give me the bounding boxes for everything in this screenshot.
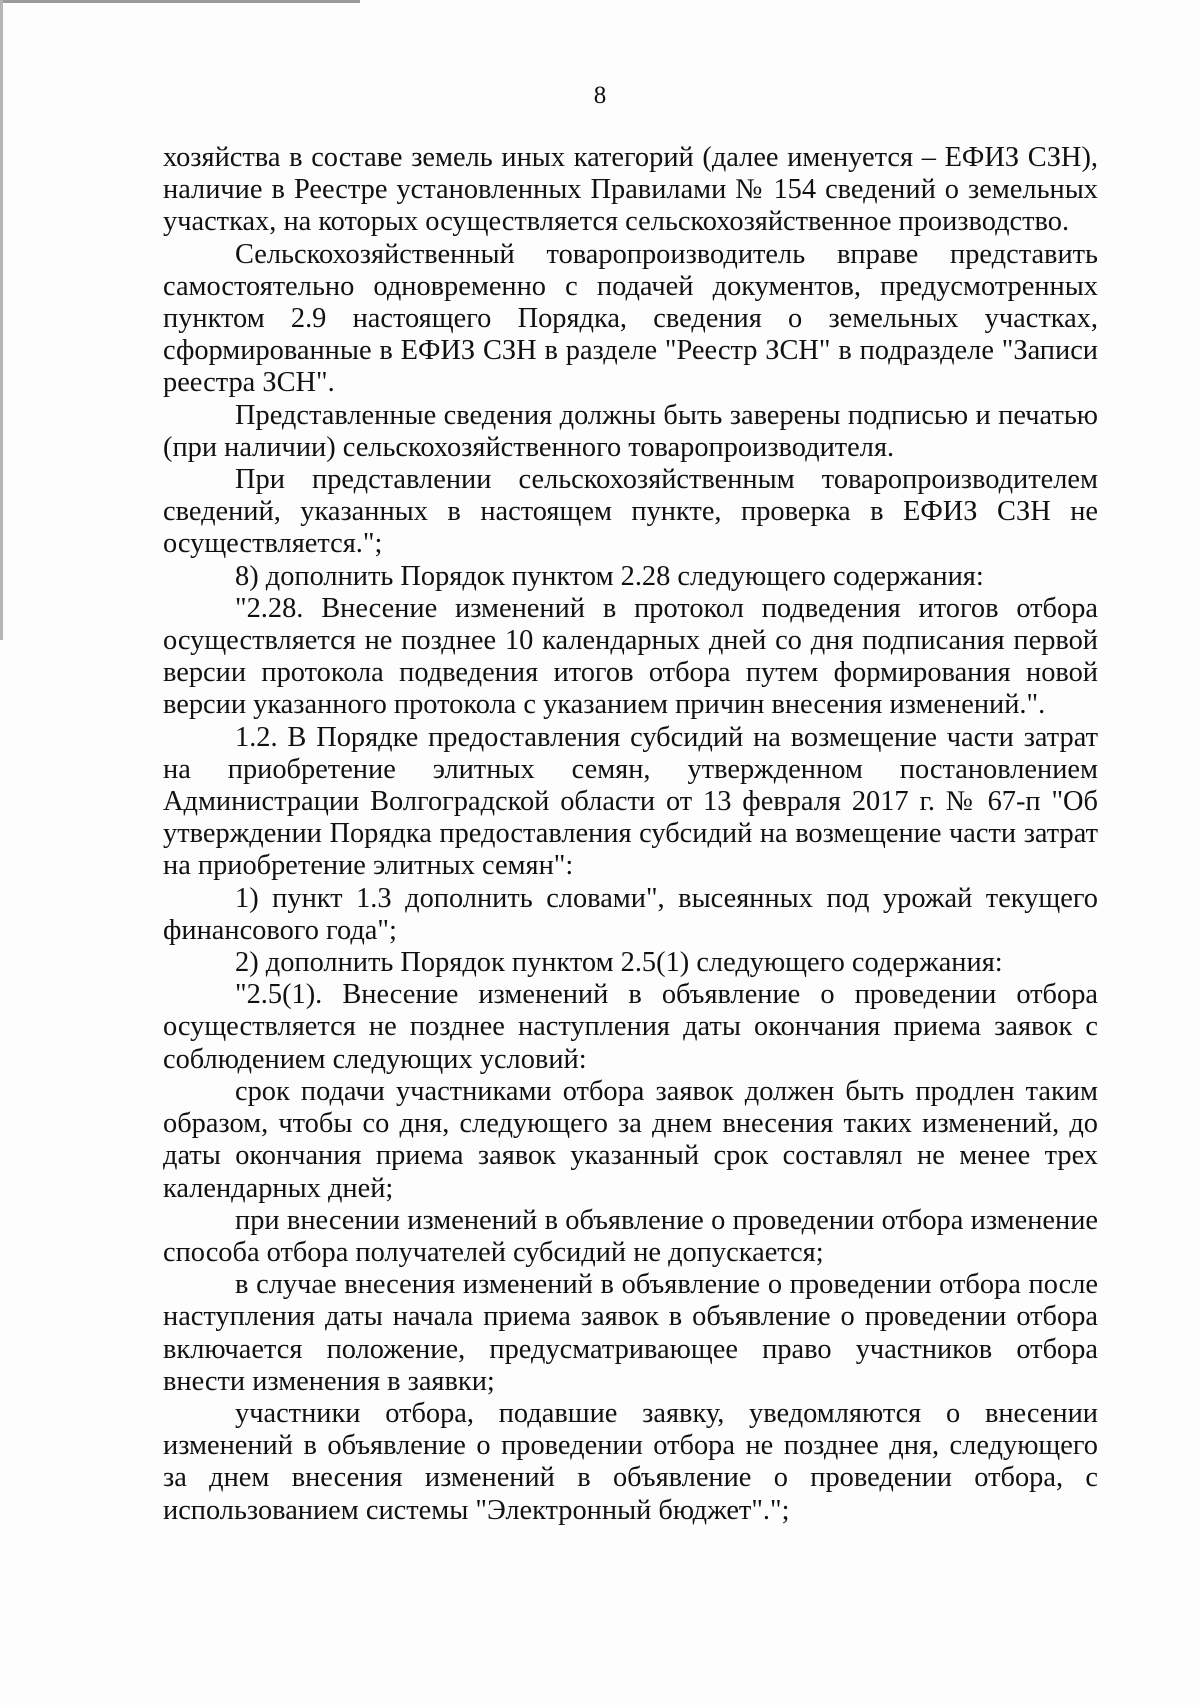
paragraph: 2) дополнить Порядок пунктом 2.5(1) следующего содержания: bbox=[235, 947, 1003, 979]
paragraph-continuation: хозяйства в составе земель иных категорий (далее именуется – ЕФИЗ СЗН), наличие в Реестре установленных Правилами № 154 сведений о земельных участках, на которых осуществляется сельскохозяйственное производство. bbox=[163, 142, 1098, 238]
paragraph: При представлении сельскохозяйственным товаропроизводителем сведений, указанных в настоящем пункте, проверка в ЕФИЗ СЗН не осуществляется."; bbox=[163, 464, 1098, 560]
paragraph: срок подачи участниками отбора заявок должен быть продлен таким образом, чтобы со дня, следующего за днем внесения таких изменений, до даты окончания приема заявок указанный срок составлял не менее трех календарных дней; bbox=[163, 1075, 1098, 1204]
paragraph: участники отбора, подавшие заявку, уведомляются о внесении изменений в объявление о проведении отбора не позднее дня, следующего за днем внесения изменений в объявление о проведении отбора, с использованием системы "Электронный бюджет"."; bbox=[163, 1397, 1098, 1526]
paragraph: 8) дополнить Порядок пунктом 2.28 следующего содержания: bbox=[235, 560, 984, 592]
paragraph: Сельскохозяйственный товаропроизводитель вправе представить самостоятельно одновременно с подачей документов, предусмотренных пунктом 2.9 настоящего Порядка, сведения о земельных участках, сформированные в ЕФИЗ СЗН в разделе "Реестр ЗСН" в подразделе "Записи реестра ЗСН". bbox=[163, 238, 1098, 399]
paragraph: при внесении изменений в объявление о проведении отбора изменение способа отбора получателей субсидий не допускается; bbox=[163, 1204, 1098, 1268]
paragraph: 1) пункт 1.3 дополнить словами", высеянных под урожай текущего финансового года"; bbox=[163, 882, 1098, 946]
paragraph: 1.2. В Порядке предоставления субсидий на возмещение части затрат на приобретение элитных семян, утвержденном постановлением Администрации Волгоградской области от 13 февраля 2017 г. № 67-п "Об утверждении Порядка предоставления субсидий на возмещение части затрат на приобретение элитных семян": bbox=[163, 721, 1098, 882]
page-number: 8 bbox=[593, 82, 607, 109]
paragraph: Представленные сведения должны быть заверены подписью и печатью (при наличии) сельскохозяйственного товаропроизводителя. bbox=[163, 399, 1098, 463]
paragraph: "2.5(1). Внесение изменений в объявление о проведении отбора осуществляется не позднее наступления даты окончания приема заявок с соблюдением следующих условий: bbox=[163, 979, 1098, 1075]
document-body bbox=[163, 142, 1098, 1527]
paragraph: "2.28. Внесение изменений в протокол подведения итогов отбора осуществляется не позднее 10 календарных дней со дня подписания первой версии протокола подведения итогов отбора путем формирования новой версии указанного протокола с указанием причин внесения изменений.". bbox=[163, 592, 1098, 721]
scan-edge-top bbox=[0, 0, 360, 3]
paragraph: в случае внесения изменений в объявление о проведении отбора после наступления даты начала приема заявок в объявление о проведении отбора включается положение, предусматривающее право участников отбора внести изменения в заявки; bbox=[163, 1269, 1098, 1397]
